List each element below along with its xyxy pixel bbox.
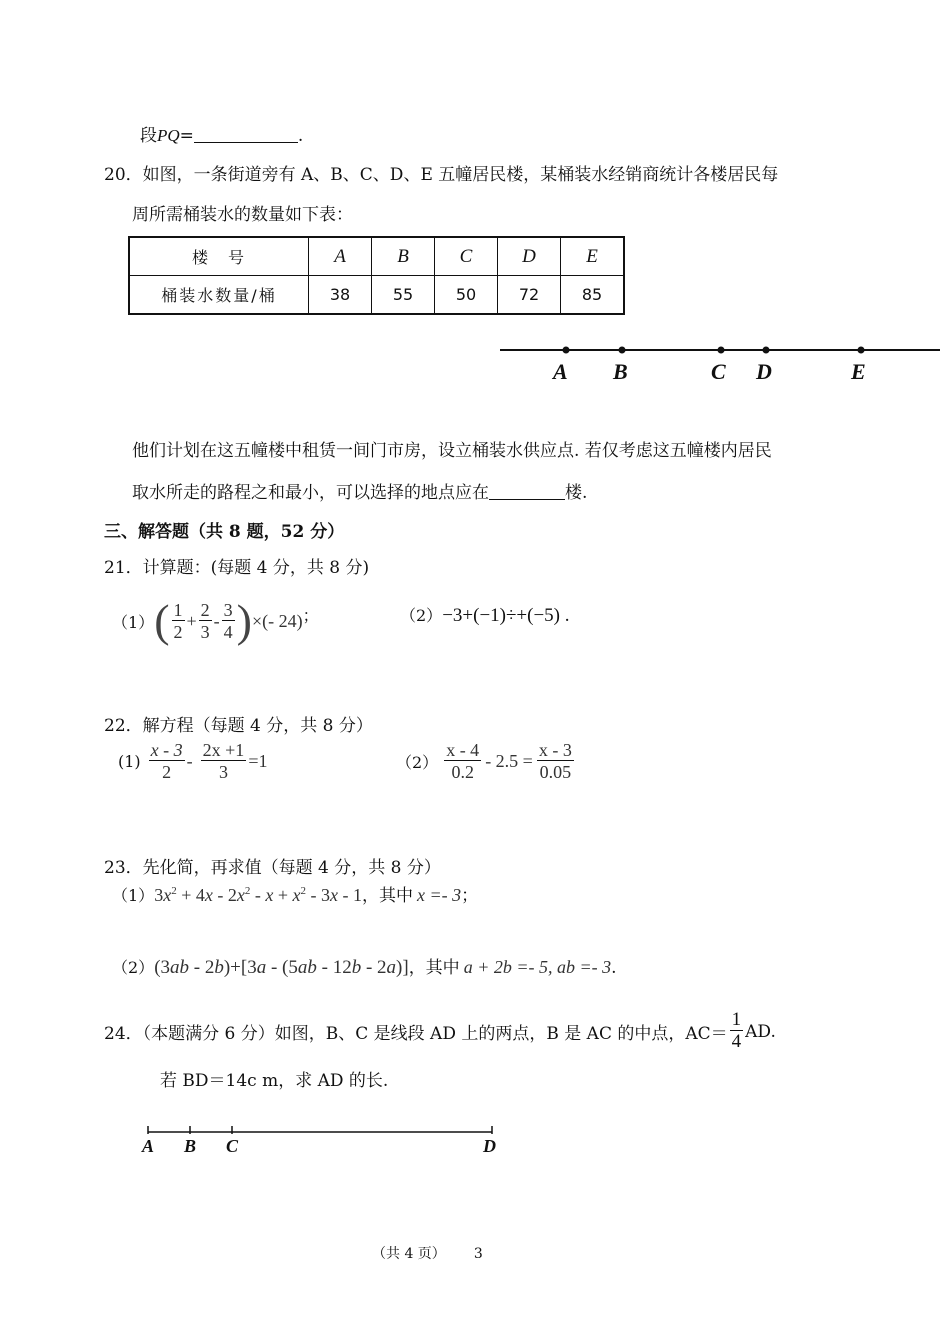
denominator: 2 (162, 762, 172, 782)
q23-p1-label: （1） (112, 886, 155, 905)
footer-total-pages: （共 4 页） (372, 1246, 446, 1262)
point-c (718, 347, 725, 354)
q23-p2-cond: ，其中 (408, 958, 460, 978)
left-paren: ( (154, 595, 170, 646)
q23-part2 (112, 953, 617, 979)
segment-label-a: A (142, 1136, 155, 1156)
table-cell: 38 (309, 276, 372, 315)
operator: + (186, 610, 197, 631)
fraction (149, 740, 185, 783)
numerator: 2x +1 (202, 740, 245, 760)
segment-label-b: B (184, 1136, 197, 1156)
fraction (201, 740, 247, 783)
operator: - 2.5 = (485, 751, 533, 771)
q22-part1 (118, 740, 267, 783)
numline-label-e: E (851, 359, 866, 384)
q23-title: 23．先化简，再求值（每题 4 分，共 8 分） (104, 858, 441, 878)
numerator: 2 (200, 599, 210, 620)
q23-p1-expr: $3x^2 + 4x - 2x^2 - x + x^2 - 3x - 1$ (154, 885, 362, 905)
q19-answer-line (140, 121, 303, 146)
operator: - (213, 610, 220, 631)
table-cell: 55 (372, 276, 435, 315)
section-3-title: 三、解答题（共 8 题，52 分） (104, 522, 345, 542)
q20-line4 (132, 478, 587, 503)
table-header-building: 楼 号 (129, 237, 309, 276)
table-cell: D (498, 237, 561, 276)
fraction (444, 740, 481, 783)
table-row (129, 276, 624, 315)
denominator: 0.05 (539, 762, 572, 782)
fraction (172, 600, 185, 643)
q23-p2-label: （2） (112, 958, 155, 977)
q19-prefix: 段 (140, 126, 157, 146)
table-cell: 50 (435, 276, 498, 315)
q23-part1 (112, 881, 478, 906)
table-cell: C (435, 237, 498, 276)
numline-label-b: B (613, 359, 628, 384)
q20-line4-pre: 取水所走的路程之和最小，可以选择的地点应在 (132, 483, 489, 503)
q24-line1-pre: 24．（本题满分 6 分）如图，B、C 是线段 AD 上的两点，B 是 AC 的中点，AC＝ (104, 1024, 728, 1044)
numerator: x - 3 (150, 740, 183, 760)
denominator: 4 (731, 1031, 742, 1052)
q21-part1 (112, 595, 319, 646)
point-a (563, 347, 570, 354)
numerator: 1 (731, 1009, 742, 1030)
q21-part2 (400, 603, 570, 627)
denominator: 0.2 (451, 762, 474, 782)
q21-title: 21．计算题：(每题 4 分，共 8 分) (104, 558, 370, 578)
q24-line1 (104, 1010, 776, 1053)
right-paren: ) (236, 595, 252, 646)
fraction (222, 600, 235, 643)
numline-label-c: C (711, 359, 726, 384)
point-d (763, 347, 770, 354)
q20-line1: 20．如图，一条街道旁有 A、B、C、D、E 五幢居民楼，某桶装水经销商统计各楼居民每 (104, 165, 779, 185)
fraction (537, 740, 574, 783)
table-cell: A (309, 237, 372, 276)
q20-answer-blank[interactable] (489, 483, 565, 500)
page-footer (372, 1243, 483, 1263)
point-e (858, 347, 865, 354)
numerator: x - 3 (538, 740, 572, 760)
segment-label-c: C (226, 1136, 239, 1156)
rhs: =1 (248, 751, 268, 771)
q21-p2-label: （2） (400, 606, 443, 625)
denominator: 3 (200, 621, 210, 642)
q24-line2: 若 BD＝14c m，求 AD 的长. (160, 1071, 389, 1091)
q24-line1-post: AD. (745, 1021, 776, 1042)
table-row (129, 237, 624, 276)
fraction (199, 600, 212, 643)
q23-p1-cond: ，其中 (362, 886, 413, 906)
table-cell: E (561, 237, 625, 276)
numerator: 3 (223, 599, 233, 620)
page-number: 3 (473, 1246, 483, 1262)
q23-p2-end: . (611, 958, 617, 978)
operator: - (186, 751, 193, 771)
table-cell: B (372, 237, 435, 276)
denominator: 4 (223, 621, 233, 642)
q19-eq: = (179, 126, 194, 146)
q21-p1-end: ； (302, 607, 319, 625)
q21-p2-expr: −3+(−1)÷+(−5) . (442, 605, 570, 626)
q19-end: . (297, 126, 304, 146)
q23-p2-expr: (3ab - 2b)+[3a - (5ab - 12b - 2a)] (154, 957, 409, 978)
q22-p1-label: (1) (118, 752, 141, 771)
numline-label-d: D (756, 359, 772, 384)
q23-p1-end: ； (461, 886, 479, 906)
q21-p1-tail: ×(- 24) (252, 610, 303, 631)
segment-label-d: D (483, 1136, 496, 1156)
numline-label-a: A (553, 359, 568, 384)
q22-part2 (396, 740, 576, 783)
denominator: 3 (218, 762, 228, 782)
table-cell: 85 (561, 276, 625, 315)
q22-p2-label: （2） (396, 753, 439, 772)
q20-line2: 周所需桶装水的数量如下表： (132, 205, 353, 225)
q23-p1-val: x =- 3 (417, 885, 462, 905)
water-demand-table (128, 236, 625, 315)
q19-var: PQ (157, 126, 180, 145)
denominator: 2 (173, 621, 183, 642)
fraction (730, 1010, 744, 1053)
table-header-quantity: 桶装水数量/桶 (129, 276, 309, 315)
table-cell: 72 (498, 276, 561, 315)
point-b (619, 347, 626, 354)
q20-line4-post: 楼. (565, 483, 588, 503)
numerator: 1 (173, 599, 183, 620)
q21-p1-label: （1） (112, 612, 155, 632)
q22-title: 22．解方程（每题 4 分，共 8 分） (104, 716, 373, 736)
numerator: x - 4 (446, 740, 480, 760)
q23-p2-val: a + 2b =- 5, ab =- 3 (463, 957, 612, 977)
q20-line3: 他们计划在这五幢楼中租赁一间门市房，设立桶装水供应点. 若仅考虑这五幢楼内居民 (132, 441, 772, 461)
q19-answer-blank[interactable] (194, 126, 298, 143)
